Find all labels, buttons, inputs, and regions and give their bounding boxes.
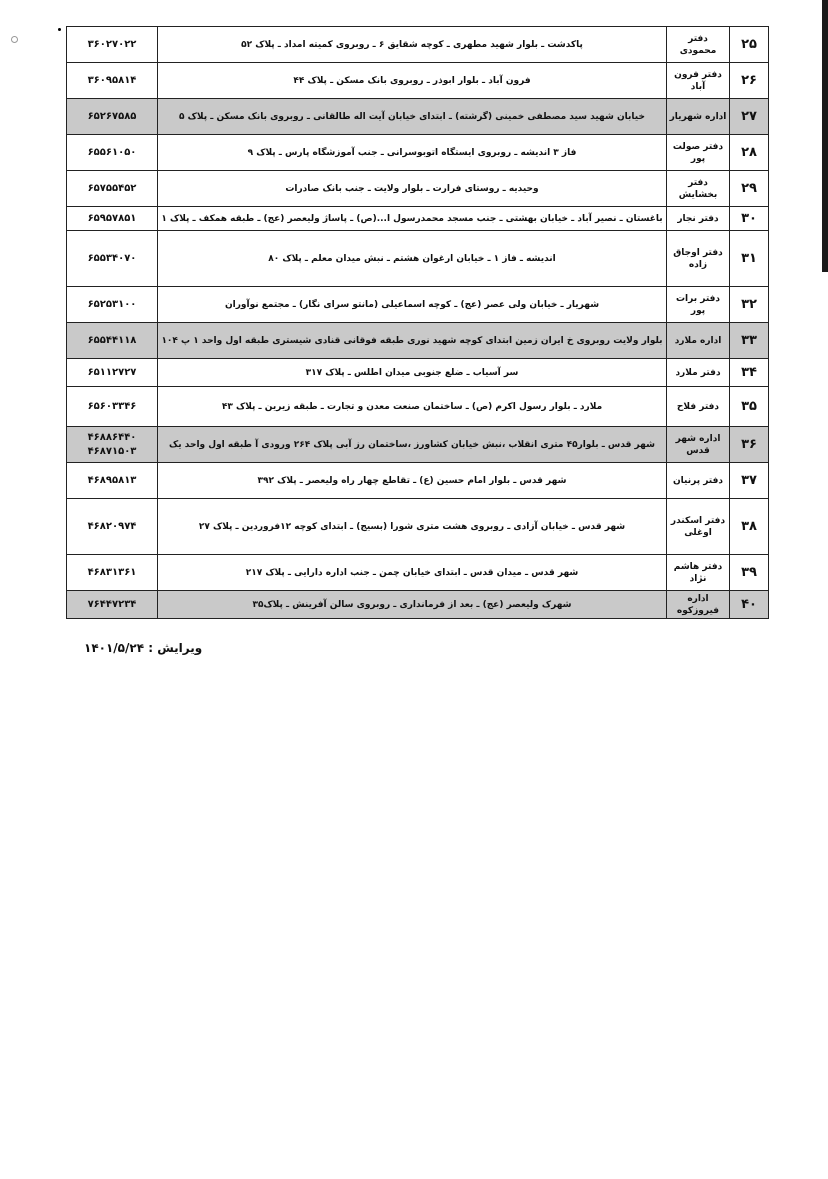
row-number: ۲۷ xyxy=(730,99,769,135)
row-number: ۳۳ xyxy=(730,323,769,359)
office-name: دفتر اوجاق زاده xyxy=(667,231,730,287)
office-phone: ۶۵۹۵۷۸۵۱ xyxy=(87,212,137,224)
table-row xyxy=(67,27,769,63)
office-phone-cell xyxy=(67,359,158,387)
office-phone: ۴۶۸۲۰۹۷۴ xyxy=(87,520,137,532)
table-row xyxy=(67,231,769,287)
table-row xyxy=(67,171,769,207)
office-phone: ۳۶۰۹۵۸۱۴ xyxy=(87,74,137,86)
office-phone-cell xyxy=(67,287,158,323)
office-phone-cell xyxy=(67,323,158,359)
row-number: ۳۸ xyxy=(730,499,769,555)
office-phone: ۴۶۸۹۵۸۱۳ xyxy=(87,474,137,486)
office-phone-cell xyxy=(67,387,158,427)
table-row xyxy=(67,99,769,135)
office-address: ملارد ـ بلوار رسول اکرم (ص) ـ ساختمان صنعت معدن و تجارت ـ طبقه زیرین ـ پلاک ۴۳ xyxy=(158,387,667,427)
office-phone-cell xyxy=(67,591,158,619)
row-number: ۳۰ xyxy=(730,207,769,231)
row-number: ۳۲ xyxy=(730,287,769,323)
office-address: خیابان شهید سید مصطفی خمینی (گرشته) ـ ابتدای خیابان آیت اله طالقانی ـ روبروی بانک مسکن ـ پلاک ۵ xyxy=(158,99,667,135)
office-name: دفتر محمودی xyxy=(667,27,730,63)
office-phone-cell xyxy=(67,231,158,287)
scan-dot-mark xyxy=(58,28,61,31)
office-phone-cell xyxy=(67,555,158,591)
office-phone: ۶۵۵۳۴۰۷۰ xyxy=(87,252,137,264)
row-number: ۳۴ xyxy=(730,359,769,387)
office-phone-cell xyxy=(67,171,158,207)
office-phone-cell xyxy=(67,463,158,499)
table-row xyxy=(67,387,769,427)
office-name: دفتر هاشم نژاد xyxy=(667,555,730,591)
office-phone-cell xyxy=(67,135,158,171)
office-address: فاز ۳ اندیشه ـ روبروی ایستگاه اتوبوسرانی ـ جنب آموزشگاه پارس ـ پلاک ۹ xyxy=(158,135,667,171)
office-address: شهر قدس ـ بلوار امام حسین (ع) ـ تقاطع چهار راه ولیعصر ـ پلاک ۳۹۲ xyxy=(158,463,667,499)
office-address: شهر قدس ـ بلوار۴۵ متری انقلاب ،نبش خیابان کشاورز ،ساختمان رز آبی پلاک ۲۶۴ ورودی آ طبقه اول واحد یک xyxy=(158,427,667,463)
edit-date-note: ویرایش : ۱۴۰۱/۵/۲۴ xyxy=(84,641,203,655)
office-address: پاکدشت ـ بلوار شهید مطهری ـ کوچه شقایق ۶ ـ روبروی کمیته امداد ـ پلاک ۵۲ xyxy=(158,27,667,63)
office-name: دفتر بخشایش xyxy=(667,171,730,207)
office-address: بلوار ولایت روبروی خ ایران زمین ابتدای کوچه شهید نوری طبقه فوقانی قنادی شیستری طبقه اول واحد ۱ پ ۱۰۴ xyxy=(158,323,667,359)
row-number: ۲۶ xyxy=(730,63,769,99)
scan-circle-mark xyxy=(11,36,18,43)
table-row xyxy=(67,427,769,463)
office-phone: ۴۶۸۳۱۳۶۱ xyxy=(87,566,137,578)
office-address: فرون آباد ـ بلوار ابوذر ـ روبروی بانک مسکن ـ پلاک ۴۴ xyxy=(158,63,667,99)
office-address: اندیشه ـ فاز ۱ ـ خیابان ارغوان هشتم ـ نبش میدان معلم ـ پلاک ۸۰ xyxy=(158,231,667,287)
office-address: شهر قدس ـ میدان قدس ـ ابتدای خیابان چمن ـ جنب اداره دارایی ـ پلاک ۲۱۷ xyxy=(158,555,667,591)
row-number: ۲۸ xyxy=(730,135,769,171)
office-phone: ۶۵۲۵۳۱۰۰ xyxy=(87,298,137,310)
office-phone: ۷۶۴۴۷۲۳۴ xyxy=(87,598,137,610)
office-phone: ۶۵۵۴۴۱۱۸ xyxy=(87,334,137,346)
offices-table-body xyxy=(67,27,769,619)
office-name: دفتر صولت پور xyxy=(667,135,730,171)
table-row xyxy=(67,359,769,387)
office-name: اداره شهریار xyxy=(667,99,730,135)
row-number: ۲۹ xyxy=(730,171,769,207)
office-name: دفتر پرنیان xyxy=(667,463,730,499)
office-address: سر آسیاب ـ ضلع جنوبی میدان اطلس ـ پلاک ۳۱۷ xyxy=(158,359,667,387)
office-phone: ۶۵۷۵۵۴۵۲ xyxy=(87,182,137,194)
office-name: اداره شهر قدس xyxy=(667,427,730,463)
office-phone-cell xyxy=(67,499,158,555)
table-row xyxy=(67,63,769,99)
office-address: باغستان ـ نصیر آباد ـ خیابان بهشتی ـ جنب مسجد محمدرسول ا...(ص) ـ پاساژ ولیعصر (عج) ـ طبقه همکف ـ پلاک ۱ xyxy=(158,207,667,231)
office-address: شهرک ولیعصر (عج) ـ بعد از فرمانداری ـ روبروی سالن آفرینش ـ پلاک۳۵ xyxy=(158,591,667,619)
office-phone: ۶۵۵۶۱۰۵۰ xyxy=(87,146,137,158)
table-row xyxy=(67,555,769,591)
office-phone: ۶۵۶۰۳۳۴۶ xyxy=(87,400,137,412)
row-number: ۳۱ xyxy=(730,231,769,287)
office-phone-cell xyxy=(67,27,158,63)
row-number: ۳۶ xyxy=(730,427,769,463)
office-phone-cell xyxy=(67,427,158,463)
office-phone: ۶۵۱۱۲۷۲۷ xyxy=(87,366,137,378)
office-phone-cell xyxy=(67,207,158,231)
office-phone: ۳۶۰۲۷۰۲۲ xyxy=(87,38,137,50)
office-name: دفتر نجار xyxy=(667,207,730,231)
row-number: ۲۵ xyxy=(730,27,769,63)
office-phone: ۴۶۸۸۶۴۴۰ xyxy=(87,431,137,443)
office-name: اداره فیروزکوه xyxy=(667,591,730,619)
office-name: دفتر فلاح xyxy=(667,387,730,427)
table-row xyxy=(67,591,769,619)
office-phone: ۶۵۲۶۷۵۸۵ xyxy=(87,110,137,122)
table-row xyxy=(67,287,769,323)
office-name: دفتر فرون آباد xyxy=(667,63,730,99)
row-number: ۴۰ xyxy=(730,591,769,619)
table-row xyxy=(67,463,769,499)
office-phone-secondary: ۴۶۸۷۱۵۰۳ xyxy=(87,445,137,457)
office-address: شهریار ـ خیابان ولی عصر (عج) ـ کوچه اسماعیلی (مانتو سرای نگار) ـ مجتمع نوآوران xyxy=(158,287,667,323)
table-row xyxy=(67,499,769,555)
office-phone-cell xyxy=(67,99,158,135)
offices-table xyxy=(66,26,769,619)
office-name: دفتر اسکندر اوغلی xyxy=(667,499,730,555)
office-name: اداره ملارد xyxy=(667,323,730,359)
office-name: دفتر ملارد xyxy=(667,359,730,387)
office-phone-cell xyxy=(67,63,158,99)
table-row xyxy=(67,207,769,231)
office-address: وحیدیه ـ روستای فرارت ـ بلوار ولایت ـ جنب بانک صادرات xyxy=(158,171,667,207)
row-number: ۳۵ xyxy=(730,387,769,427)
table-row xyxy=(67,323,769,359)
row-number: ۳۹ xyxy=(730,555,769,591)
scan-page-edge xyxy=(822,0,828,272)
office-name: دفتر برات پور xyxy=(667,287,730,323)
table-row xyxy=(67,135,769,171)
row-number: ۳۷ xyxy=(730,463,769,499)
office-address: شهر قدس ـ خیابان آزادی ـ روبروی هشت متری شورا (بسیج) ـ ابتدای کوچه ۱۲فروردین ـ پلاک ۲۷ xyxy=(158,499,667,555)
